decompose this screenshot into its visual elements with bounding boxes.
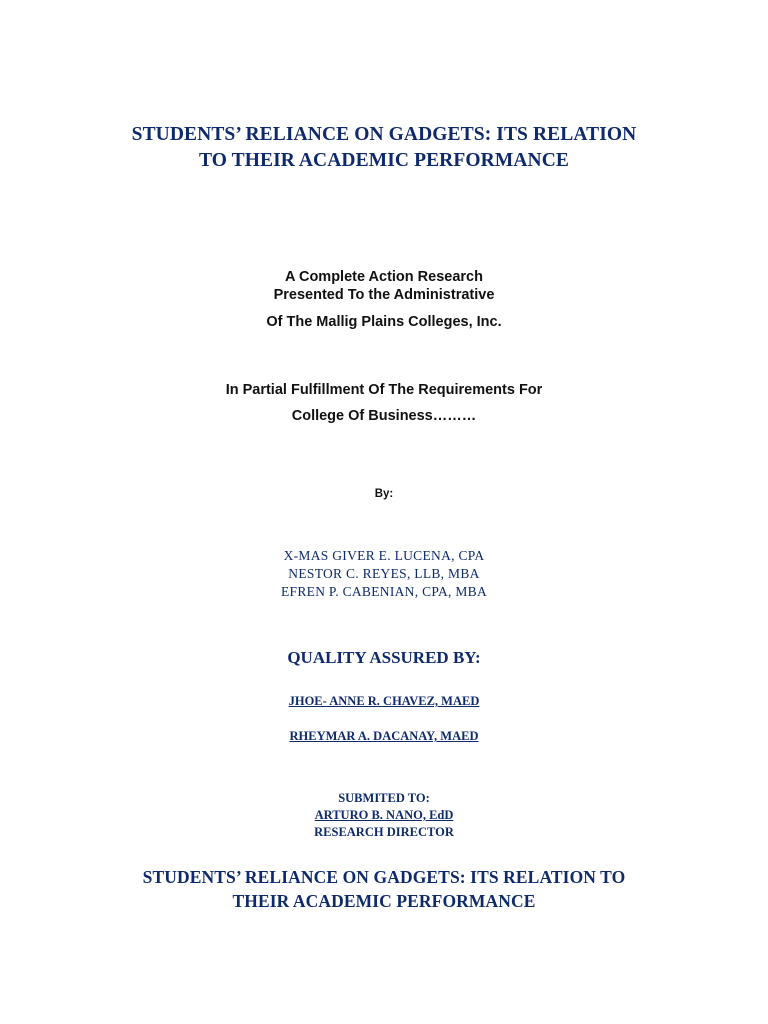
quality-assured-heading: QUALITY ASSURED BY: xyxy=(287,648,481,667)
fulfillment-line-2: College Of Business……… xyxy=(291,408,477,424)
authors-list xyxy=(0,547,768,601)
fulfillment-line-1: In Partial Fulfillment Of The Requirements For xyxy=(225,382,543,398)
presentation-text xyxy=(0,268,768,304)
submitted-label: SUBMITED TO: xyxy=(338,791,430,805)
document-title-line-1: STUDENTS’ RELIANCE ON GADGETS: ITS RELATION xyxy=(131,124,637,145)
presentation-line-1: A Complete Action Research xyxy=(285,269,483,285)
footer-title-line-1: STUDENTS’ RELIANCE ON GADGETS: ITS RELATION TO xyxy=(142,867,626,887)
footer-title xyxy=(0,865,768,913)
author-name: EFREN P. CABENIAN, CPA, MBA xyxy=(280,584,488,599)
presentation-institution xyxy=(0,313,768,331)
document-title xyxy=(0,122,768,174)
author-name: NESTOR C. REYES, LLB, MBA xyxy=(288,566,480,581)
footer-title-line-2: THEIR ACADEMIC PERFORMANCE xyxy=(232,891,536,911)
quality-assurer-name: JHOE- ANNE R. CHAVEZ, MAED xyxy=(288,694,480,708)
submitted-block xyxy=(0,790,768,841)
presentation-line-2: Presented To the Administrative xyxy=(273,287,495,303)
by-label: By: xyxy=(374,488,394,500)
author-name: X-MAS GIVER E. LUCENA, CPA xyxy=(283,548,485,563)
submitted-name: ARTURO B. NANO, EdD xyxy=(314,808,454,822)
quality-assurer-name: RHEYMAR A. DACANAY, MAED xyxy=(289,729,479,743)
document-title-line-2: TO THEIR ACADEMIC PERFORMANCE xyxy=(198,150,569,171)
presentation-line-3: Of The Mallig Plains Colleges, Inc. xyxy=(266,314,502,330)
fulfillment-college xyxy=(0,407,768,425)
fulfillment-text xyxy=(0,381,768,399)
submitted-role: RESEARCH DIRECTOR xyxy=(314,825,454,839)
